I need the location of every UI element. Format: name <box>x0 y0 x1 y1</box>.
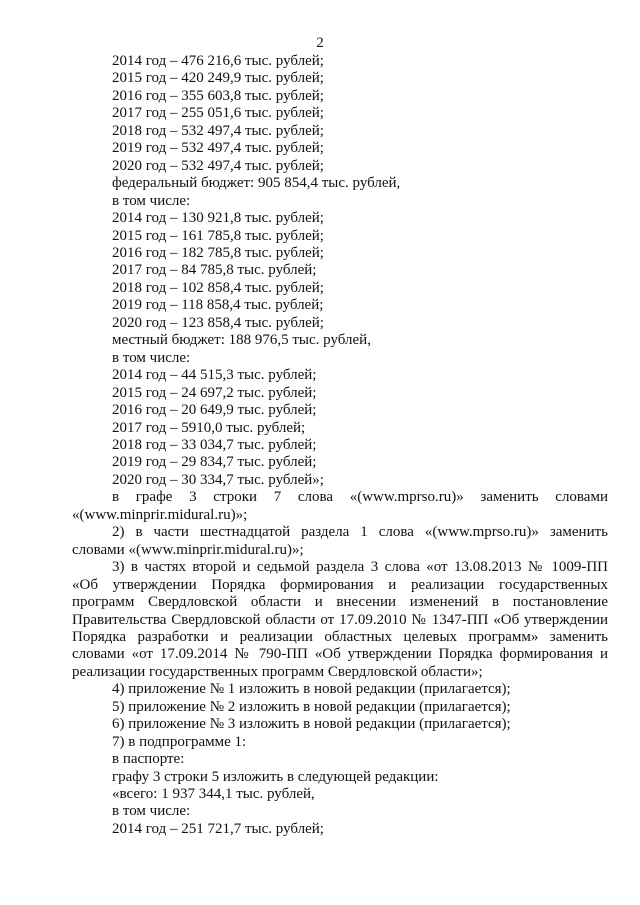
text-line: программ Свердловской области и внесении изменений в постановление <box>72 594 608 611</box>
text-line: 2017 год – 84 785,8 тыс. рублей; <box>112 262 317 279</box>
text-line: 2) в части шестнадцатой раздела 1 слова «(www.mprso.ru)» заменить <box>112 524 608 541</box>
text-line: «всего: 1 937 344,1 тыс. рублей, <box>112 786 315 803</box>
text-line: 2019 год – 29 834,7 тыс. рублей; <box>112 454 317 471</box>
text-line: графу 3 строки 5 изложить в следующей редакции: <box>112 768 439 785</box>
text-line: 2016 год – 182 785,8 тыс. рублей; <box>112 244 324 261</box>
text-line: 2017 год – 255 051,6 тыс. рублей; <box>112 105 324 122</box>
text-line: 2015 год – 24 697,2 тыс. рублей; <box>112 384 317 401</box>
text-line: в том числе: <box>112 349 191 366</box>
text-line: в паспорте: <box>112 751 185 768</box>
text-line: 3) в частях второй и седьмой раздела 3 слова «от 13.08.2013 № 1009-ПП <box>112 559 608 576</box>
text-line: 2020 год – 30 334,7 тыс. рублей»; <box>112 471 324 488</box>
text-line: 2016 год – 20 649,9 тыс. рублей; <box>112 402 317 419</box>
text-line: 2017 год – 5910,0 тыс. рублей; <box>112 419 306 436</box>
text-line: 7) в подпрограмме 1: <box>112 733 247 750</box>
text-line: «Об утверждении Порядка формирования и реализации государственных <box>72 576 608 593</box>
text-line: 2018 год – 532 497,4 тыс. рублей; <box>112 122 324 139</box>
text-line: в том числе: <box>112 803 191 820</box>
text-line: 4) приложение № 1 изложить в новой редакции (прилагается); <box>112 681 511 698</box>
text-line: федеральный бюджет: 905 854,4 тыс. рублей, <box>112 175 401 192</box>
text-line: 2014 год – 476 216,6 тыс. рублей; <box>112 53 324 69</box>
text-line: 5) приложение № 2 изложить в новой редакции (прилагается); <box>112 698 511 715</box>
text-line: «(www.minprir.midural.ru)»; <box>72 506 248 523</box>
text-line: 6) приложение № 3 изложить в новой редакции (прилагается); <box>112 716 511 733</box>
document-body <box>72 53 608 838</box>
text-line: словами «(www.minprir.midural.ru)»; <box>72 541 304 558</box>
text-line: Правительства Свердловской области от 17.09.2010 № 1347-ПП «Об утверждении <box>72 611 608 628</box>
text-line: 2014 год – 130 921,8 тыс. рублей; <box>112 210 324 227</box>
text-line: 2016 год – 355 603,8 тыс. рублей; <box>112 87 324 104</box>
page-number: 2 <box>316 35 324 51</box>
text-line: 2018 год – 33 034,7 тыс. рублей; <box>112 436 317 453</box>
text-line: в том числе: <box>112 192 191 209</box>
text-line: реализации государственных программ Свердловской области»; <box>72 663 483 680</box>
text-line: 2014 год – 251 721,7 тыс. рублей; <box>112 820 324 837</box>
text-line: 2020 год – 532 497,4 тыс. рублей; <box>112 157 324 174</box>
text-line: 2015 год – 420 249,9 тыс. рублей; <box>112 70 324 87</box>
text-line: словами «от 17.09.2014 № 790-ПП «Об утверждении Порядка формирования и <box>72 646 608 663</box>
text-line: Порядка разработки и реализации областных целевых программ» заменить <box>72 628 608 645</box>
text-line: 2019 год – 532 497,4 тыс. рублей; <box>112 140 324 157</box>
text-line: 2014 год – 44 515,3 тыс. рублей; <box>112 367 317 384</box>
text-line: 2019 год – 118 858,4 тыс. рублей; <box>112 297 324 314</box>
text-line: в графе 3 строки 7 слова «(www.mprso.ru)» заменить словами <box>112 489 608 506</box>
text-line: 2015 год – 161 785,8 тыс. рублей; <box>112 227 324 244</box>
text-line: 2018 год – 102 858,4 тыс. рублей; <box>112 279 324 296</box>
text-line: местный бюджет: 188 976,5 тыс. рублей, <box>112 332 371 349</box>
text-line: 2020 год – 123 858,4 тыс. рублей; <box>112 314 324 331</box>
